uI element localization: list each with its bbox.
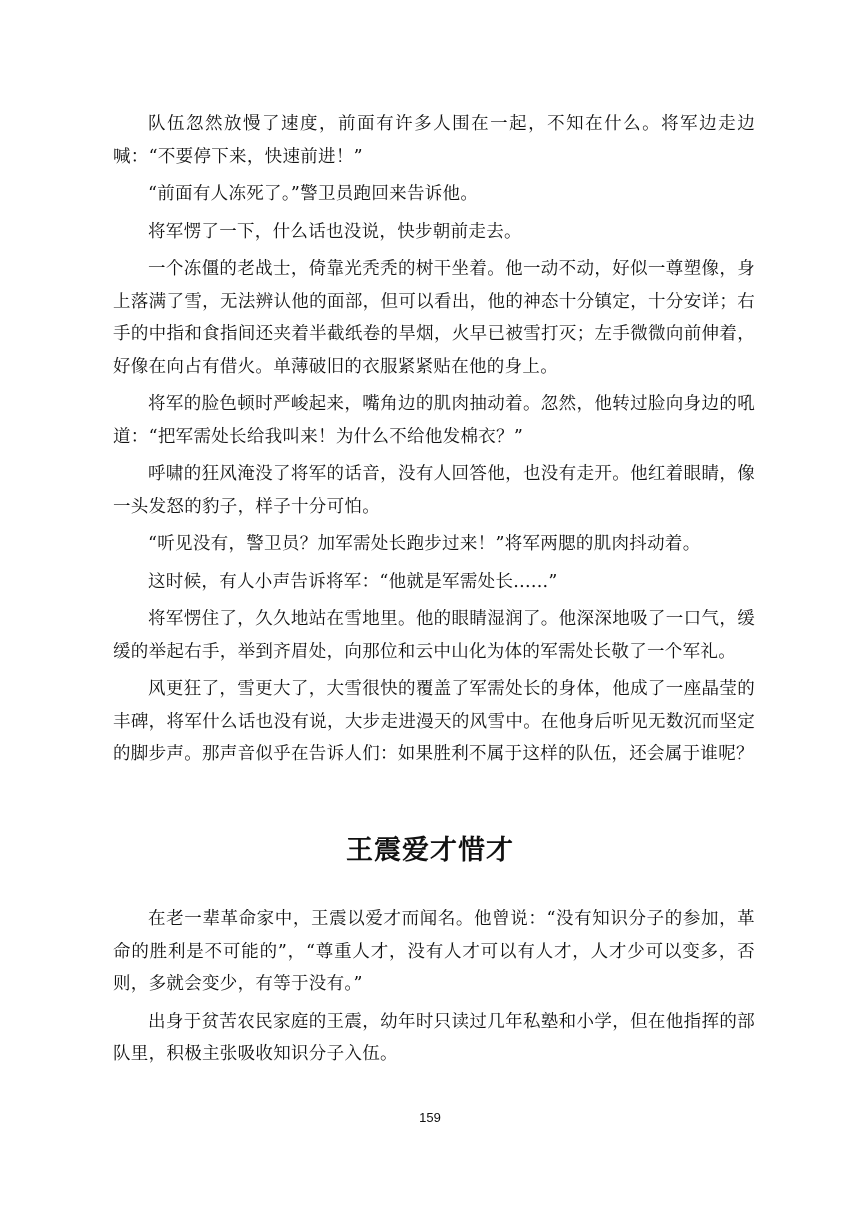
paragraph: 这时候，有人小声告诉将军：“他就是军需处长......” [148,571,558,592]
paragraph: 风更狂了，雪更大了，大雪很快的覆盖了军需处长的身体，他成了一座晶莹的丰碑，将军什么话也没有说，大步走进漫天的风雪中。在他身后听见无数沉而坚定的脚步声。那声音似乎在告诉人们：如果胜利不属于这样的队伍，还会属于谁呢？ [113,679,755,764]
paragraph: “前面有人冻死了。”警卫员跑回来告诉他。 [148,184,479,204]
paragraph: “听见没有，警卫员？加军需处长跑步过来！”将军两腮的肌肉抖动着。 [148,534,701,554]
paragraph: 在老一辈革命家中，王震以爱才而闻名。他曾说：“没有知识分子的参加，革命的胜利是不可能的”，“尊重人才，没有人才可以有人才，人才少可以变多，否则，多就会变少，有等于没有。” [113,909,755,994]
paragraph: 队伍忽然放慢了速度，前面有许多人围在一起，不知在什么。将军边走边喊：“不要停下来，快速前进！” [113,114,755,167]
paragraph: 呼啸的狂风淹没了将军的话音，没有人回答他，也没有走开。他红着眼睛，像一头发怒的豹子，样子十分可怕。 [113,464,755,517]
section-body [113,903,755,1076]
paragraph: 出身于贫苦农民家庭的王震，幼年时只读过几年私塾和小学，但在他指挥的部队里，积极主张吸收知识分子入伍。 [113,1011,755,1064]
paragraph: 将军的脸色顿时严峻起来，嘴角边的肌肉抽动着。忽然，他转过脸向身边的吼道：“把军需处长给我叫来！为什么不给他发棉衣？” [113,394,755,447]
page-number: 159 [419,1110,441,1125]
paragraph: 一个冻僵的老战士，倚靠光秃秃的树干坐着。他一动不动，好似一尊塑像，身上落满了雪，无法辨认他的面部，但可以看出，他的神态十分镇定，十分安详；右手的中指和食指间还夹着半截纸卷的旱烟，火早已被雪打灭；左手微微向前伸着，好像在向占有借火。单薄破旧的衣服紧紧贴在他的身上。 [113,259,755,377]
section-title: 王震爱才惜才 [346,835,514,866]
story-body [113,108,755,776]
paragraph: 将军愣住了，久久地站在雪地里。他的眼睛湿润了。他深深地吸了一口气，缓缓的举起右手，举到齐眉处，向那位和云中山化为体的军需处长敬了一个军礼。 [113,609,755,662]
paragraph: 将军愣了一下，什么话也没说，快步朝前走去。 [148,221,522,242]
